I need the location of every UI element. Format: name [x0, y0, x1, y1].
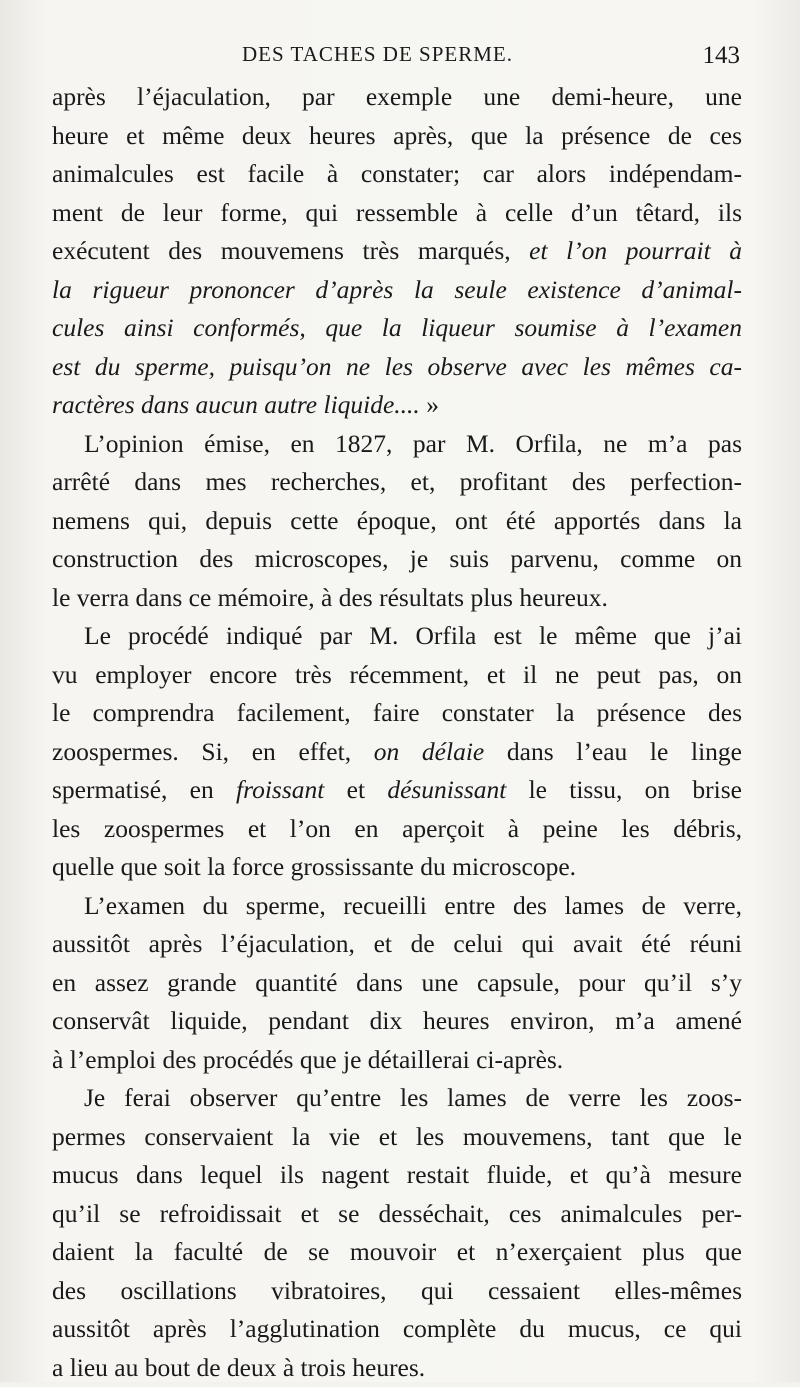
text-line: quelle que soit la force grossissante du microscope.	[52, 848, 742, 887]
italic-text: ractères dans aucun autre liquide....	[52, 390, 420, 419]
body-text	[52, 78, 742, 1387]
text-line: arrêté dans mes recherches, et, profitant des perfection-	[52, 463, 742, 502]
text-line: a lieu au bout de deux à trois heures.	[52, 1349, 742, 1387]
text-line	[52, 348, 742, 387]
text-line: ractères dans aucun autre liquide.... »	[52, 386, 742, 425]
text-line: zoospermes. Si, en effet, on délaie dans l’eau le linge	[52, 733, 742, 772]
paragraph-start: Je ferai observer qu’entre les lames de verre les zoos-	[52, 1079, 742, 1118]
text-line: vu employer encore très récemment, et il ne peut pas, on	[52, 656, 742, 695]
text-line: nemens qui, depuis cette époque, ont été apportés dans la	[52, 502, 742, 541]
text-line: animalcules est facile à constater; car alors indépendam-	[52, 155, 742, 194]
page-number: 143	[703, 42, 741, 70]
italic-text: froissant	[236, 775, 324, 804]
text-line: le verra dans ce mémoire, à des résultats plus heureux.	[52, 579, 742, 618]
text-line: qu’il se refroidissait et se desséchait, ces animalcules per-	[52, 1195, 742, 1234]
text-line	[52, 271, 742, 310]
text-line	[52, 309, 742, 348]
paragraph-start: L’opinion émise, en 1827, par M. Orfila, ne m’a pas	[52, 425, 742, 464]
running-head: DES TACHES DE SPERME.	[242, 42, 513, 67]
text-line: construction des microscopes, je suis parvenu, comme on	[52, 540, 742, 579]
text-line: des oscillations vibratoires, qui cessaient elles-mêmes	[52, 1272, 742, 1311]
text-line: en assez grande quantité dans une capsule, pour qu’il s’y	[52, 964, 742, 1003]
text-line: daient la faculté de se mouvoir et n’exerçaient plus que	[52, 1233, 742, 1272]
italic-text: on délaie	[374, 737, 484, 766]
italic-text: la rigueur prononcer d’après la seule existence d’animal-	[52, 275, 742, 304]
text-line: à l’emploi des procédés que je détaillerai ci-après.	[52, 1041, 742, 1080]
text-line: le comprendra facilement, faire constater la présence des	[52, 694, 742, 733]
text-line: aussitôt après l’éjaculation, et de celui qui avait été réuni	[52, 925, 742, 964]
text-line: ment de leur forme, qui ressemble à celle d’un têtard, ils	[52, 194, 742, 233]
text-line: mucus dans lequel ils nagent restait fluide, et qu’à mesure	[52, 1156, 742, 1195]
page-header	[52, 36, 740, 76]
text-line: exécutent des mouvemens très marqués, et l’on pourrait à	[52, 232, 742, 271]
text-line: après l’éjaculation, par exemple une demi-heure, une	[52, 78, 742, 117]
text-line: conservât liquide, pendant dix heures environ, m’a amené	[52, 1002, 742, 1041]
text-line: aussitôt après l’agglutination complète du mucus, ce qui	[52, 1310, 742, 1349]
text-line: permes conservaient la vie et les mouvemens, tant que le	[52, 1118, 742, 1157]
italic-text: désunissant	[387, 775, 506, 804]
text-line: les zoospermes et l’on en aperçoit à peine les débris,	[52, 810, 742, 849]
italic-text: et l’on pourrait à	[529, 236, 742, 265]
paragraph-start: L’examen du sperme, recueilli entre des lames de verre,	[52, 887, 742, 926]
text-line: spermatisé, en froissant et désunissant le tissu, on brise	[52, 771, 742, 810]
paragraph-start: Le procédé indiqué par M. Orfila est le même que j’ai	[52, 617, 742, 656]
text-line: heure et même deux heures après, que la présence de ces	[52, 117, 742, 156]
italic-text: cules ainsi conformés, que la liqueur soumise à l’examen	[52, 313, 742, 342]
italic-text: est du sperme, puisqu’on ne les observe avec les mêmes ca-	[52, 352, 742, 381]
